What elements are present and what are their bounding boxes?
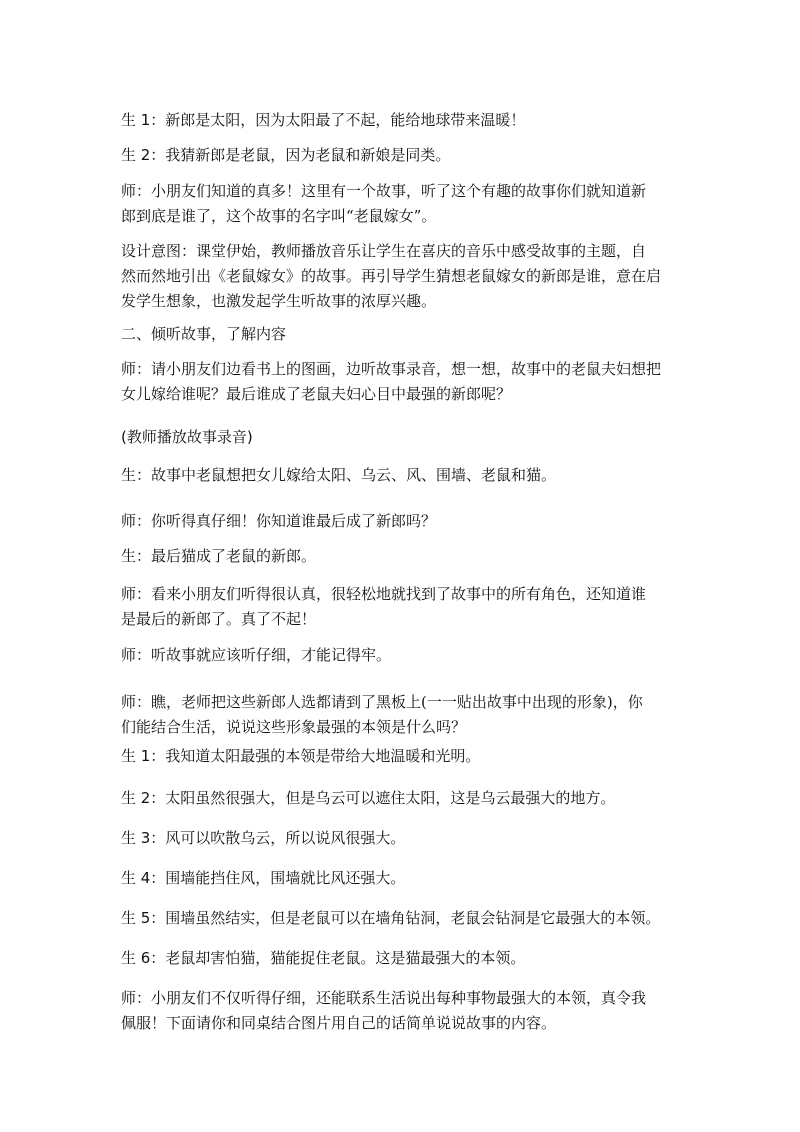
paragraph-student2-mouse <box>121 143 681 168</box>
text-line: 生 5：围墙虽然结实，但是老鼠可以在墙角钻洞，老鼠会钻洞是它最强大的本领。 <box>121 909 661 927</box>
paragraph-teacher-summary <box>121 986 681 1036</box>
text-line: 师：你听得真仔细！你知道谁最后成了新郎吗？ <box>121 512 437 530</box>
text-line: 然而然地引出《老鼠嫁女》的故事。再引导学生猜想老鼠嫁女的新郎是谁，意在启 <box>121 267 662 285</box>
text-line: 师：小朋友们不仅听得仔细，还能联系生活说出每种事物最强大的本领，真令我 <box>121 989 647 1007</box>
text-line: 们能结合生活，说说这些形象最强的本领是什么吗？ <box>121 718 467 736</box>
text-line: 师：小朋友们知道的真多！这里有一个故事，听了这个有趣的故事你们就知道新 <box>121 182 647 200</box>
text-line: 生 6：老鼠却害怕猫，猫能捉住老鼠。这是猫最强大的本领。 <box>121 949 526 967</box>
paragraph-design-intent <box>121 239 681 314</box>
paragraph-teacher-blackboard <box>121 690 681 740</box>
text-line: 师：看来小朋友们听得很认真，很轻松地就找到了故事中的所有角色，还知道谁 <box>121 585 647 603</box>
paragraph-student-characters <box>121 463 681 488</box>
text-line: 设计意图：课堂伊始，教师播放音乐让学生在喜庆的音乐中感受故事的主题，自 <box>121 242 647 260</box>
paragraph-student1-sun-power <box>121 744 681 769</box>
text-line: 郎到底是谁了，这个故事的名字叫“老鼠嫁女”。 <box>121 207 437 225</box>
paragraph-student1-sun <box>121 108 681 133</box>
paragraph-student-answer <box>121 544 681 569</box>
paragraph-teacher-comment <box>121 582 681 632</box>
text-line: (教师播放故事录音) <box>121 428 253 446</box>
text-line: 佩服！下面请你和同桌结合图片用自己的话简单说说故事的内容。 <box>121 1014 557 1032</box>
section-heading <box>121 322 681 347</box>
text-line: 师：请小朋友们边看书上的图画，边听故事录音，想一想，故事中的老鼠夫妇想把 <box>121 360 662 378</box>
text-line: 生 2：太阳虽然很强大，但是乌云可以遮住太阳，这是乌云最强大的地方。 <box>121 789 616 807</box>
text-line: 女儿嫁给谁呢？最后谁成了老鼠夫妇心目中最强的新郎呢？ <box>121 385 512 403</box>
text-line: 生 3：风可以吹散乌云，所以说风很强大。 <box>121 829 406 847</box>
paragraph-student2-cloud <box>121 786 681 811</box>
text-line: 生：故事中老鼠想把女儿嫁给太阳、乌云、风、围墙、老鼠和猫。 <box>121 466 557 484</box>
text-line: 生 4：围墙能挡住风，围墙就比风还强大。 <box>121 869 406 887</box>
paragraph-stage-direction <box>121 425 681 450</box>
text-line: 发学生想象，也激发起学生听故事的浓厚兴趣。 <box>121 292 437 310</box>
text-line: 生 1：新郎是太阳，因为太阳最了不起，能给地球带来温暖！ <box>121 111 526 129</box>
text-line: 生 1：我知道太阳最强的本领是带给大地温暖和光明。 <box>121 747 481 765</box>
paragraph-student4-wall <box>121 866 681 891</box>
text-line: 生 2：我猜新郎是老鼠，因为老鼠和新娘是同类。 <box>121 146 451 164</box>
paragraph-student5-mouse <box>121 906 681 931</box>
paragraph-student3-wind <box>121 826 681 851</box>
text-line: 是最后的新郎了。真了不起！ <box>121 610 317 628</box>
text-line: 师：瞧，老师把这些新郎人选都请到了黑板上(一一贴出故事中出现的形象)，你 <box>121 693 643 711</box>
paragraph-teacher-intro <box>121 179 681 229</box>
text-line: 二、倾听故事，了解内容 <box>121 325 287 343</box>
paragraph-teacher-question <box>121 357 681 407</box>
text-line: 师：听故事就应该听仔细，才能记得牢。 <box>121 646 392 664</box>
text-line: 生：最后猫成了老鼠的新郎。 <box>121 547 317 565</box>
paragraph-student6-cat <box>121 946 681 971</box>
paragraph-teacher-listen <box>121 643 681 668</box>
paragraph-teacher-praise <box>121 509 681 534</box>
